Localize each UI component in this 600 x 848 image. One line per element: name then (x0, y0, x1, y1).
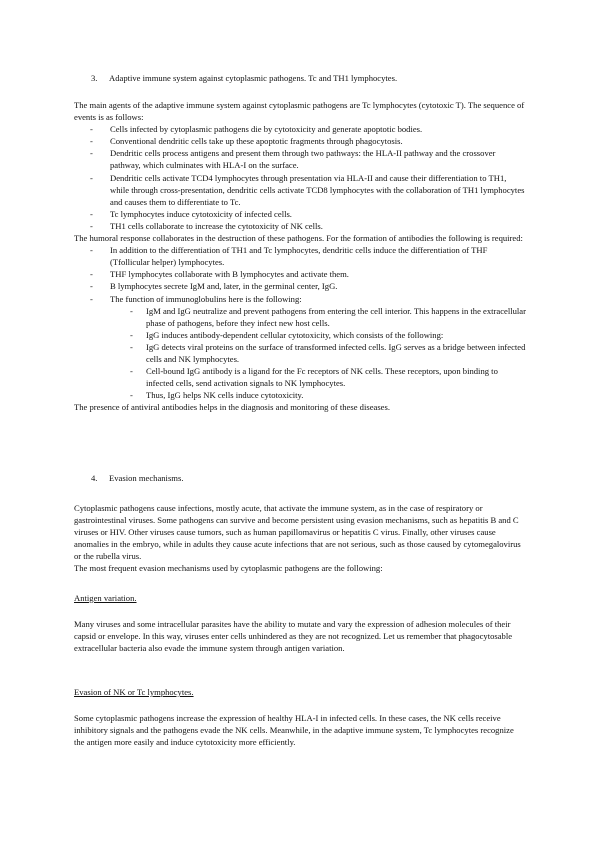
immunoglobulin-function-list (74, 305, 526, 402)
antigen-variation-heading: Antigen variation. (74, 593, 137, 603)
section-3-title: Adaptive immune system against cytoplasmic pathogens. Tc and TH1 lymphocytes. (109, 73, 398, 83)
list-item: - In addition to the differentiation of TH1 and Tc lymphocytes, dendritic cells induce the differentiation of THF (Tfollicular helper) lymphocytes. (74, 244, 526, 268)
section-3-heading (91, 72, 531, 84)
list-item: - IgG induces antibody-dependent cellular cytotoxicity, which consists of the following: (74, 329, 526, 341)
list-item: - IgM and IgG neutralize and prevent pathogens from entering the cell interior. This happens in the extracellular phase of pathogens, before they infect new host cells. (74, 305, 526, 329)
section-3-number: 3. (91, 73, 98, 83)
nk-evasion-heading: Evasion of NK or Tc lymphocytes. (74, 687, 194, 697)
list-item: - IgG detects viral proteins on the surface of transformed infected cells. IgG serves as a bridge between infected cells and NK lymphocytes. (74, 341, 526, 365)
sequence-list (74, 123, 526, 232)
antigen-variation-heading-block (74, 592, 526, 604)
antiviral-note: The presence of antiviral antibodies helps in the diagnosis and monitoring of these diseases. (74, 402, 390, 413)
antigen-variation-block (74, 618, 526, 654)
evasion-intro-block (74, 502, 526, 575)
list-item: - Dendritic cells process antigens and present them through two pathways: the HLA-II pathway and the crossover pathway, which culminates with HLA-I on the surface. (74, 147, 526, 171)
list-item: - B lymphocytes secrete IgM and, later, in the germinal center, IgG. (74, 280, 526, 292)
adaptive-section-body (74, 99, 526, 413)
section-4-title: Evasion mechanisms. (109, 473, 184, 483)
humoral-list (74, 244, 526, 304)
nk-evasion-block (74, 712, 526, 748)
evasion-intro: Cytoplasmic pathogens cause infections, mostly acute, that activate the immune system, as in the case of respiratory or gastrointestinal viruses. Some pathogens can survive and become persistent using evasion mechanisms, such as hepatitis B and C viruses or HIV. Other viruses cause tumors, such as human papillomavirus or hepatitis C virus. Finally, other viruses cause anomalies in the embryo, while in adults they cause acute infections that are not serious, such as those caused by cytomegalovirus or the rubella virus. (74, 503, 521, 562)
section-4-number: 4. (91, 473, 98, 483)
list-item: - Tc lymphocytes induce cytotoxicity of infected cells. (74, 208, 526, 220)
nk-evasion-text: Some cytoplasmic pathogens increase the expression of healthy HLA-I in infected cells. In these cases, the NK cells receive inhibitory signals and the pathogens evade the NK cells. Meanwhile, in the adaptive immune system, Tc lymphocytes recognize the antigen more easily and induce cytotoxicity more efficiently. (74, 713, 514, 748)
list-item: - Cells infected by cytoplasmic pathogens die by cytotoxicity and generate apoptotic bodies. (74, 123, 526, 135)
nk-evasion-heading-block (74, 686, 526, 698)
list-item: - Dendritic cells activate TCD4 lymphocytes through presentation via HLA-II and cause their differentiation to TH1, while through cross-presentation, dendritic cells activate TCD8 lymphocytes with the collaboration of TH1 lymphocytes and causes them to differentiate to Tc. (74, 172, 526, 208)
list-item: - The function of immunoglobulins here is the following: (74, 293, 526, 305)
list-item: - Conventional dendritic cells take up these apoptotic fragments through phagocytosis. (74, 135, 526, 147)
list-item: - Cell-bound IgG antibody is a ligand for the Fc receptors of NK cells. These receptors, upon binding to infected cells, send activation signals to NK lymphocytes. (74, 365, 526, 389)
list-item: - Thus, IgG helps NK cells induce cytotoxicity. (74, 389, 526, 401)
antigen-variation-text: Many viruses and some intracellular parasites have the ability to mutate and vary the expression of adhesion molecules of their capsid or envelope. In this way, viruses enter cells unhindered as they are not recognized. Let us remember that phagocytosable extracellular bacteria also evade the immune system through antigen variation. (74, 619, 513, 654)
list-item: - TH1 cells collaborate to increase the cytotoxicity of NK cells. (74, 220, 526, 232)
adaptive-intro: The main agents of the adaptive immune system against cytoplasmic pathogens are Tc lymphocytes (cytotoxic T). The sequence of events is as follows: (74, 100, 525, 123)
humoral-intro: The humoral response collaborates in the destruction of these pathogens. For the formation of antibodies the following is required: (74, 233, 523, 244)
evasion-lead: The most frequent evasion mechanisms used by cytoplasmic pathogens are the following: (74, 563, 383, 574)
section-4-heading (91, 472, 531, 484)
list-item: - THF lymphocytes collaborate with B lymphocytes and activate them. (74, 268, 526, 280)
